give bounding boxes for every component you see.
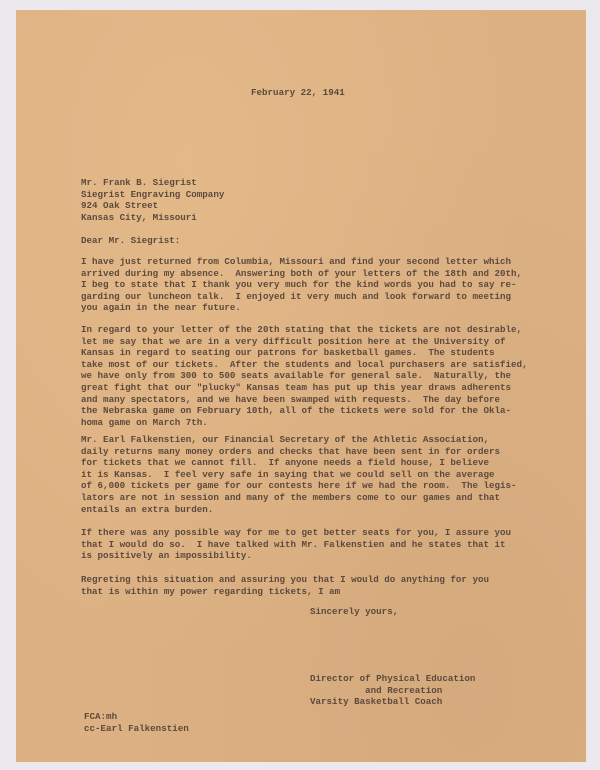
paragraph-2: [81, 324, 528, 428]
text-line: daily returns many money orders and checks that have been sent in for orders: [81, 445, 501, 457]
text-line: for tickets that we cannot fill. If anyone needs a field house, I believe: [81, 457, 489, 469]
address-line: Mr. Frank B. Siegrist: [81, 177, 197, 188]
text-line: lators are not in session and many of the members come to our games and that: [81, 491, 501, 503]
text-line: Kansas in regard to seating our patrons for basketball games. The students: [81, 347, 495, 359]
paragraph-4: [81, 527, 511, 562]
text-line: and many spectators, and we have been swamped with requests. The day before: [81, 393, 501, 405]
address-line: Kansas City, Missouri: [81, 211, 197, 223]
cc-line: cc-Earl Falkenstien: [84, 723, 189, 734]
text-line: I have just returned from Columbia, Missouri and find your second letter which: [81, 256, 512, 267]
text-line: the Nebraska game on February 10th, all of the tickets were sold for the Okla-: [81, 405, 512, 417]
letter-date: February 22, 1941: [251, 87, 345, 98]
text-line: that I would do so. I have talked with Mr. Falkenstien and he states that it: [81, 538, 506, 550]
text-line: of 6,000 tickets per game for our contests here if we had the room. The legis-: [81, 480, 517, 492]
text-line: we have only from 300 to 500 seats available for general sale. Naturally, the: [81, 370, 512, 382]
text-line: you again in the near future.: [81, 302, 241, 314]
text-line: is positively an impossibility.: [81, 550, 252, 562]
text-line: Mr. Earl Falkenstien, our Financial Secretary of the Athletic Association,: [81, 434, 489, 445]
signature-line: and Recreation: [310, 684, 443, 696]
signature-line: Director of Physical Education: [310, 673, 476, 684]
text-line: garding our luncheon talk. I enjoyed it very much and look forward to meeting: [81, 290, 512, 302]
text-line: homa game on March 7th.: [81, 416, 208, 428]
signature-line: Varsity Basketball Coach: [310, 696, 443, 708]
text-line: In regard to your letter of the 20th stating that the tickets are not desirable,: [81, 324, 523, 335]
text-line: Regreting this situation and assuring you that I would do anything for you: [81, 574, 489, 585]
address-line: 924 Oak Street: [81, 200, 159, 212]
text-line: let me say that we are in a very difficult position here at the University of: [81, 335, 506, 347]
text-line: arrived during my absence. Answering both of your letters of the 18th and 20th,: [81, 267, 523, 279]
paragraph-5: [81, 574, 489, 597]
reference-initials: FCA:mh: [84, 711, 118, 722]
text-line: great fight that our "plucky" Kansas team has put up this year draws adherents: [81, 381, 512, 393]
text-line: it is Kansas. I feel very safe in saying that we could sell on the average: [81, 468, 495, 480]
paragraph-3: [81, 434, 517, 515]
text-line: that is within my power regarding tickets, I am: [81, 585, 341, 597]
salutation: Dear Mr. Siegrist:: [81, 235, 181, 246]
closing: Sincerely yours,: [310, 606, 399, 617]
paragraph-1: [81, 256, 522, 314]
text-line: entails an extra burden.: [81, 503, 214, 515]
text-line: I beg to state that I thank you very much for the kind words you had to say re-: [81, 279, 517, 291]
signature-block: [310, 673, 475, 708]
address-line: Siegrist Engraving Company: [81, 188, 225, 200]
recipient-address: [81, 177, 224, 223]
text-line: take most of our tickets. After the students and local purchasers are satisfied,: [81, 358, 528, 370]
text-line: If there was any possible way for me to get better seats for you, I assure you: [81, 527, 512, 538]
